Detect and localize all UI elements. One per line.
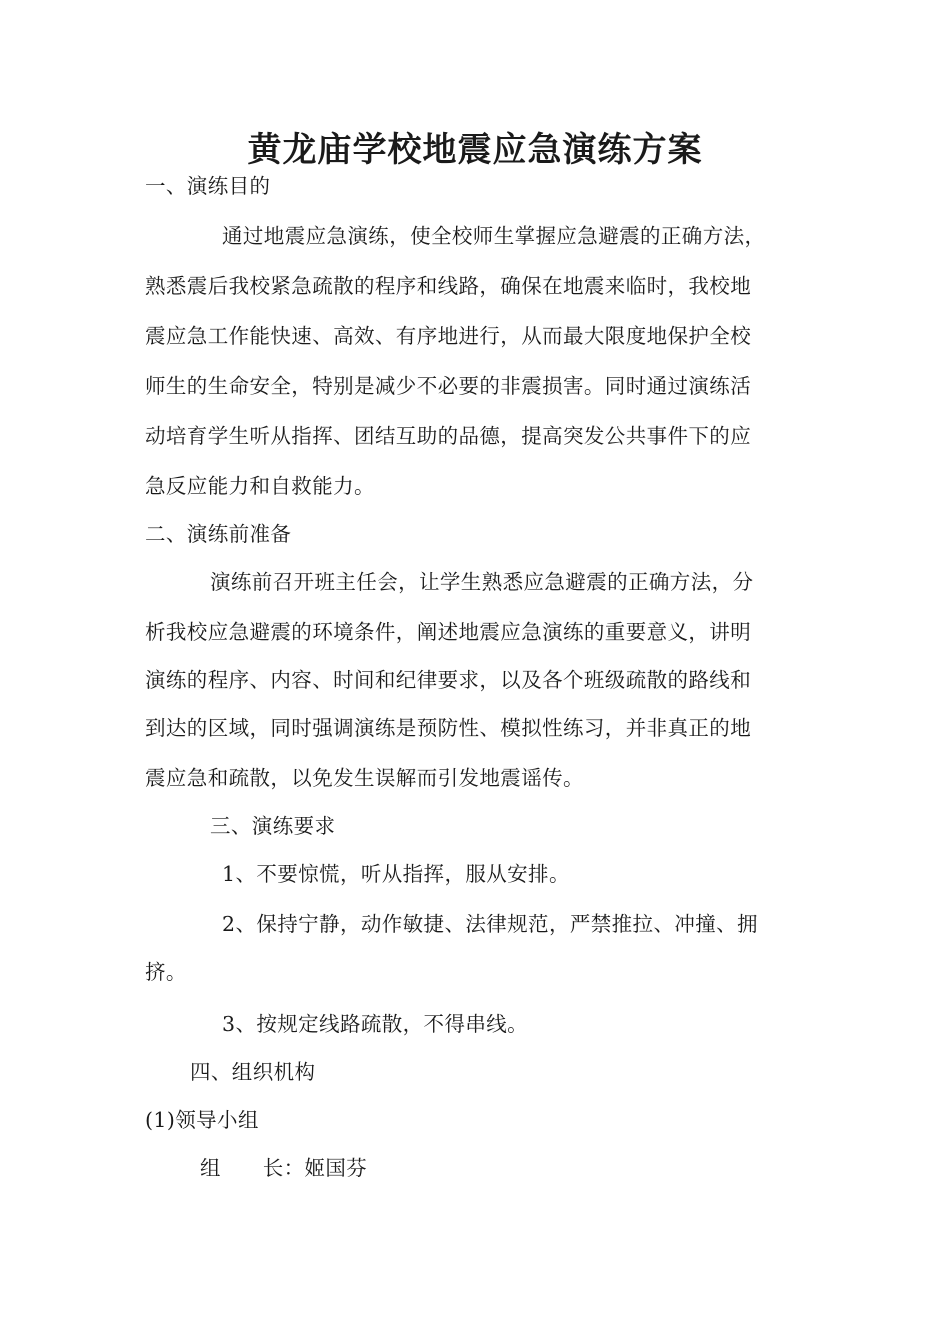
list-item-continuation: 挤。	[145, 960, 187, 984]
paragraph-line: 急反应能力和自救能力。	[145, 474, 375, 498]
paragraph-line: 通过地震应急演练，使全校师生掌握应急避震的正确方法，	[222, 224, 766, 248]
paragraph-line: 演练的程序、内容、时间和纪律要求，以及各个班级疏散的路线和	[145, 668, 752, 692]
list-item: 2、保持宁静，动作敏捷、法律规范，严禁推拉、冲撞、拥	[222, 912, 758, 936]
paragraph-line: 震应急工作能快速、高效、有序地进行，从而最大限度地保护全校	[145, 324, 752, 348]
paragraph-line: 师生的生命安全，特别是减少不必要的非震损害。同时通过演练活	[145, 374, 752, 398]
paragraph-line: 动培育学生听从指挥、团结互助的品德，提高突发公共事件下的应	[145, 424, 752, 448]
paragraph-line: 到达的区域，同时强调演练是预防性、模拟性练习，并非真正的地	[145, 716, 752, 740]
paragraph-line: 演练前召开班主任会，让学生熟悉应急避震的正确方法，分	[210, 570, 754, 594]
paragraph-line: 析我校应急避震的环境条件，阐述地震应急演练的重要意义，讲明	[145, 620, 752, 644]
section-heading-requirements: 三、演练要求	[210, 814, 336, 838]
section-heading-purpose: 一、演练目的	[145, 174, 271, 198]
list-item: 3、按规定线路疏散，不得串线。	[222, 1012, 529, 1036]
section-heading-preparation: 二、演练前准备	[145, 522, 292, 546]
paragraph-line: 震应急和疏散，以免发生误解而引发地震谣传。	[145, 766, 584, 790]
subsection-heading-leadership: (1)领导小组	[145, 1108, 259, 1132]
document-title: 黄龙庙学校地震应急演练方案	[247, 130, 703, 170]
leader-entry: 组 长：姬国芬	[200, 1156, 368, 1180]
section-heading-organization: 四、组织机构	[190, 1060, 316, 1084]
list-item: 1、不要惊慌，听从指挥，服从安排。	[222, 862, 570, 886]
paragraph-line: 熟悉震后我校紧急疏散的程序和线路，确保在地震来临时，我校地	[145, 274, 752, 298]
